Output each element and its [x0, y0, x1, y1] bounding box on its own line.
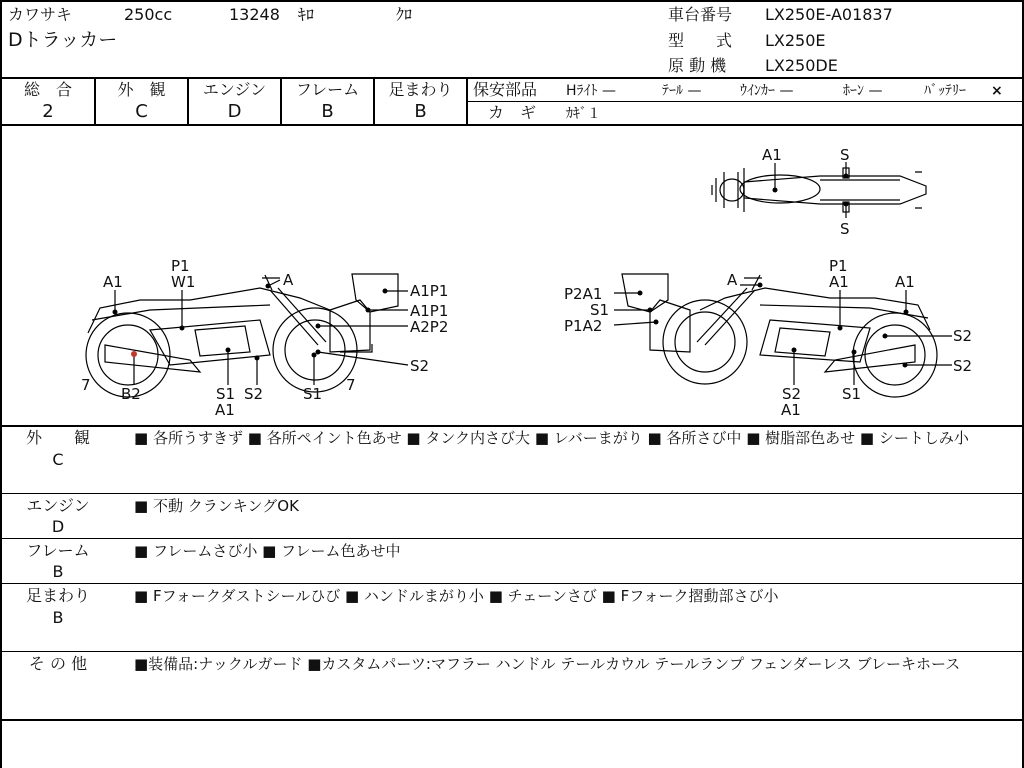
diag-label: S — [840, 146, 850, 164]
key-label: カ ギ — [488, 103, 537, 122]
safety-label: 保安部品 — [473, 80, 538, 99]
rating-exterior-label: 外 観 — [117, 80, 166, 99]
rating-suspension-value: B — [414, 101, 427, 122]
displacement: 250cc — [124, 5, 173, 24]
diag-label: A — [283, 271, 294, 289]
diag-label: P1A2 — [564, 317, 603, 335]
key-value: ｶｷﾞ１ — [566, 106, 601, 122]
note-category-engine: エンジン — [26, 496, 90, 515]
note-grade-exterior: C — [52, 450, 64, 469]
note-category-exterior: 外 観 — [25, 428, 90, 447]
note-grade-frame: B — [52, 562, 64, 581]
diag-label: W1 — [171, 273, 196, 291]
right-view-bike — [614, 274, 952, 397]
diag-label: S2 — [953, 357, 973, 375]
note-grade-engine: D — [51, 517, 65, 536]
diag-label: S2 — [410, 357, 430, 375]
diag-label: A1 — [781, 401, 801, 419]
diag-label: A — [727, 271, 738, 289]
rating-overall-label: 総 合 — [23, 80, 72, 99]
diag-label: 7 — [81, 376, 91, 394]
rating-engine-label: エンジン — [202, 80, 267, 99]
diag-label: P1 — [171, 257, 190, 275]
diag-label: S1 — [303, 385, 323, 403]
note-category-suspension: 足まわり — [25, 586, 90, 605]
diag-label: A1 — [829, 273, 849, 291]
engine-value: LX250DE — [765, 56, 838, 75]
diag-label: S2 — [953, 327, 973, 345]
maker-name: カワサキ — [8, 5, 73, 24]
diag-label: P1 — [829, 257, 848, 275]
safety-horn: ﾎｰﾝ — — [843, 83, 883, 99]
diag-label: A1 — [103, 273, 123, 291]
rating-frame-label: フレーム — [295, 80, 360, 99]
safety-taillight: ﾃｰﾙ — — [662, 83, 702, 99]
diag-label: S1 — [216, 385, 236, 403]
diag-label: S2 — [244, 385, 264, 403]
note-text-exterior: ■ 各所うすきず ■ 各所ペイント色あせ ■ タンク内さび大 ■ レバーまがり ■ 各所さび中 ■ 樹脂部色あせ ■ シートしみ小 — [134, 429, 969, 447]
diag-label: A1P1 — [410, 282, 449, 300]
diag-label: S1 — [590, 301, 610, 319]
diag-label: A2P2 — [410, 318, 449, 336]
note-text-suspension: ■ Fフォークダストシールひび ■ ハンドルまがり小 ■ チェーンさび ■ Fフォーク摺動部さび小 — [134, 587, 779, 605]
rating-suspension-label: 足まわり — [388, 80, 453, 99]
rating-exterior-value: C — [135, 101, 148, 122]
model-name: Dトラッカー — [8, 29, 118, 51]
note-text-other: ■装備品:ナックルガード ■カスタムパーツ:マフラー ハンドル テールカウル テールランプ フェンダーレス ブレーキホース — [134, 655, 961, 673]
diag-label: A1 — [762, 146, 782, 164]
diag-label: S — [840, 220, 850, 238]
diag-label: S2 — [782, 385, 802, 403]
diag-label: S1 — [842, 385, 862, 403]
note-grade-suspension: B — [52, 608, 64, 627]
diag-label: P2A1 — [564, 285, 603, 303]
engine-label: 原 動 機 — [668, 56, 727, 75]
diag-label: A1P1 — [410, 302, 449, 320]
left-view-bike — [86, 274, 408, 397]
mileage-unit: ｷﾛ — [298, 5, 315, 24]
frame-no-label: 車台番号 — [668, 5, 733, 24]
safety-winker: ｳｲﾝｶｰ — — [740, 83, 794, 99]
type-value: LX250E — [765, 31, 826, 50]
note-text-frame: ■ フレームさび小 ■ フレーム色あせ中 — [134, 542, 401, 560]
safety-headlight: Hﾗｲﾄ — — [566, 83, 616, 99]
diag-label: 7 — [346, 376, 356, 394]
note-category-frame: フレーム — [26, 541, 90, 560]
rating-overall-value: 2 — [42, 101, 54, 122]
diag-label: A1 — [215, 401, 235, 419]
frame-no-value: LX250E-A01837 — [765, 5, 893, 24]
note-category-other: そ の 他 — [28, 654, 88, 673]
note-text-engine: ■ 不動 クランキングOK — [134, 497, 299, 515]
rating-engine-value: D — [227, 101, 242, 122]
rating-frame-value: B — [321, 101, 334, 122]
top-view-bike — [712, 162, 926, 218]
diag-label: B2 — [121, 385, 141, 403]
body-color: ｸﾛ — [396, 5, 413, 24]
safety-battery: ﾊﾞｯﾃﾘｰ — [924, 83, 966, 99]
diag-label: A1 — [895, 273, 915, 291]
type-label: 型 式 — [668, 31, 733, 50]
battery-missing-mark: × — [991, 83, 1003, 99]
mileage: 13248 — [229, 5, 280, 24]
